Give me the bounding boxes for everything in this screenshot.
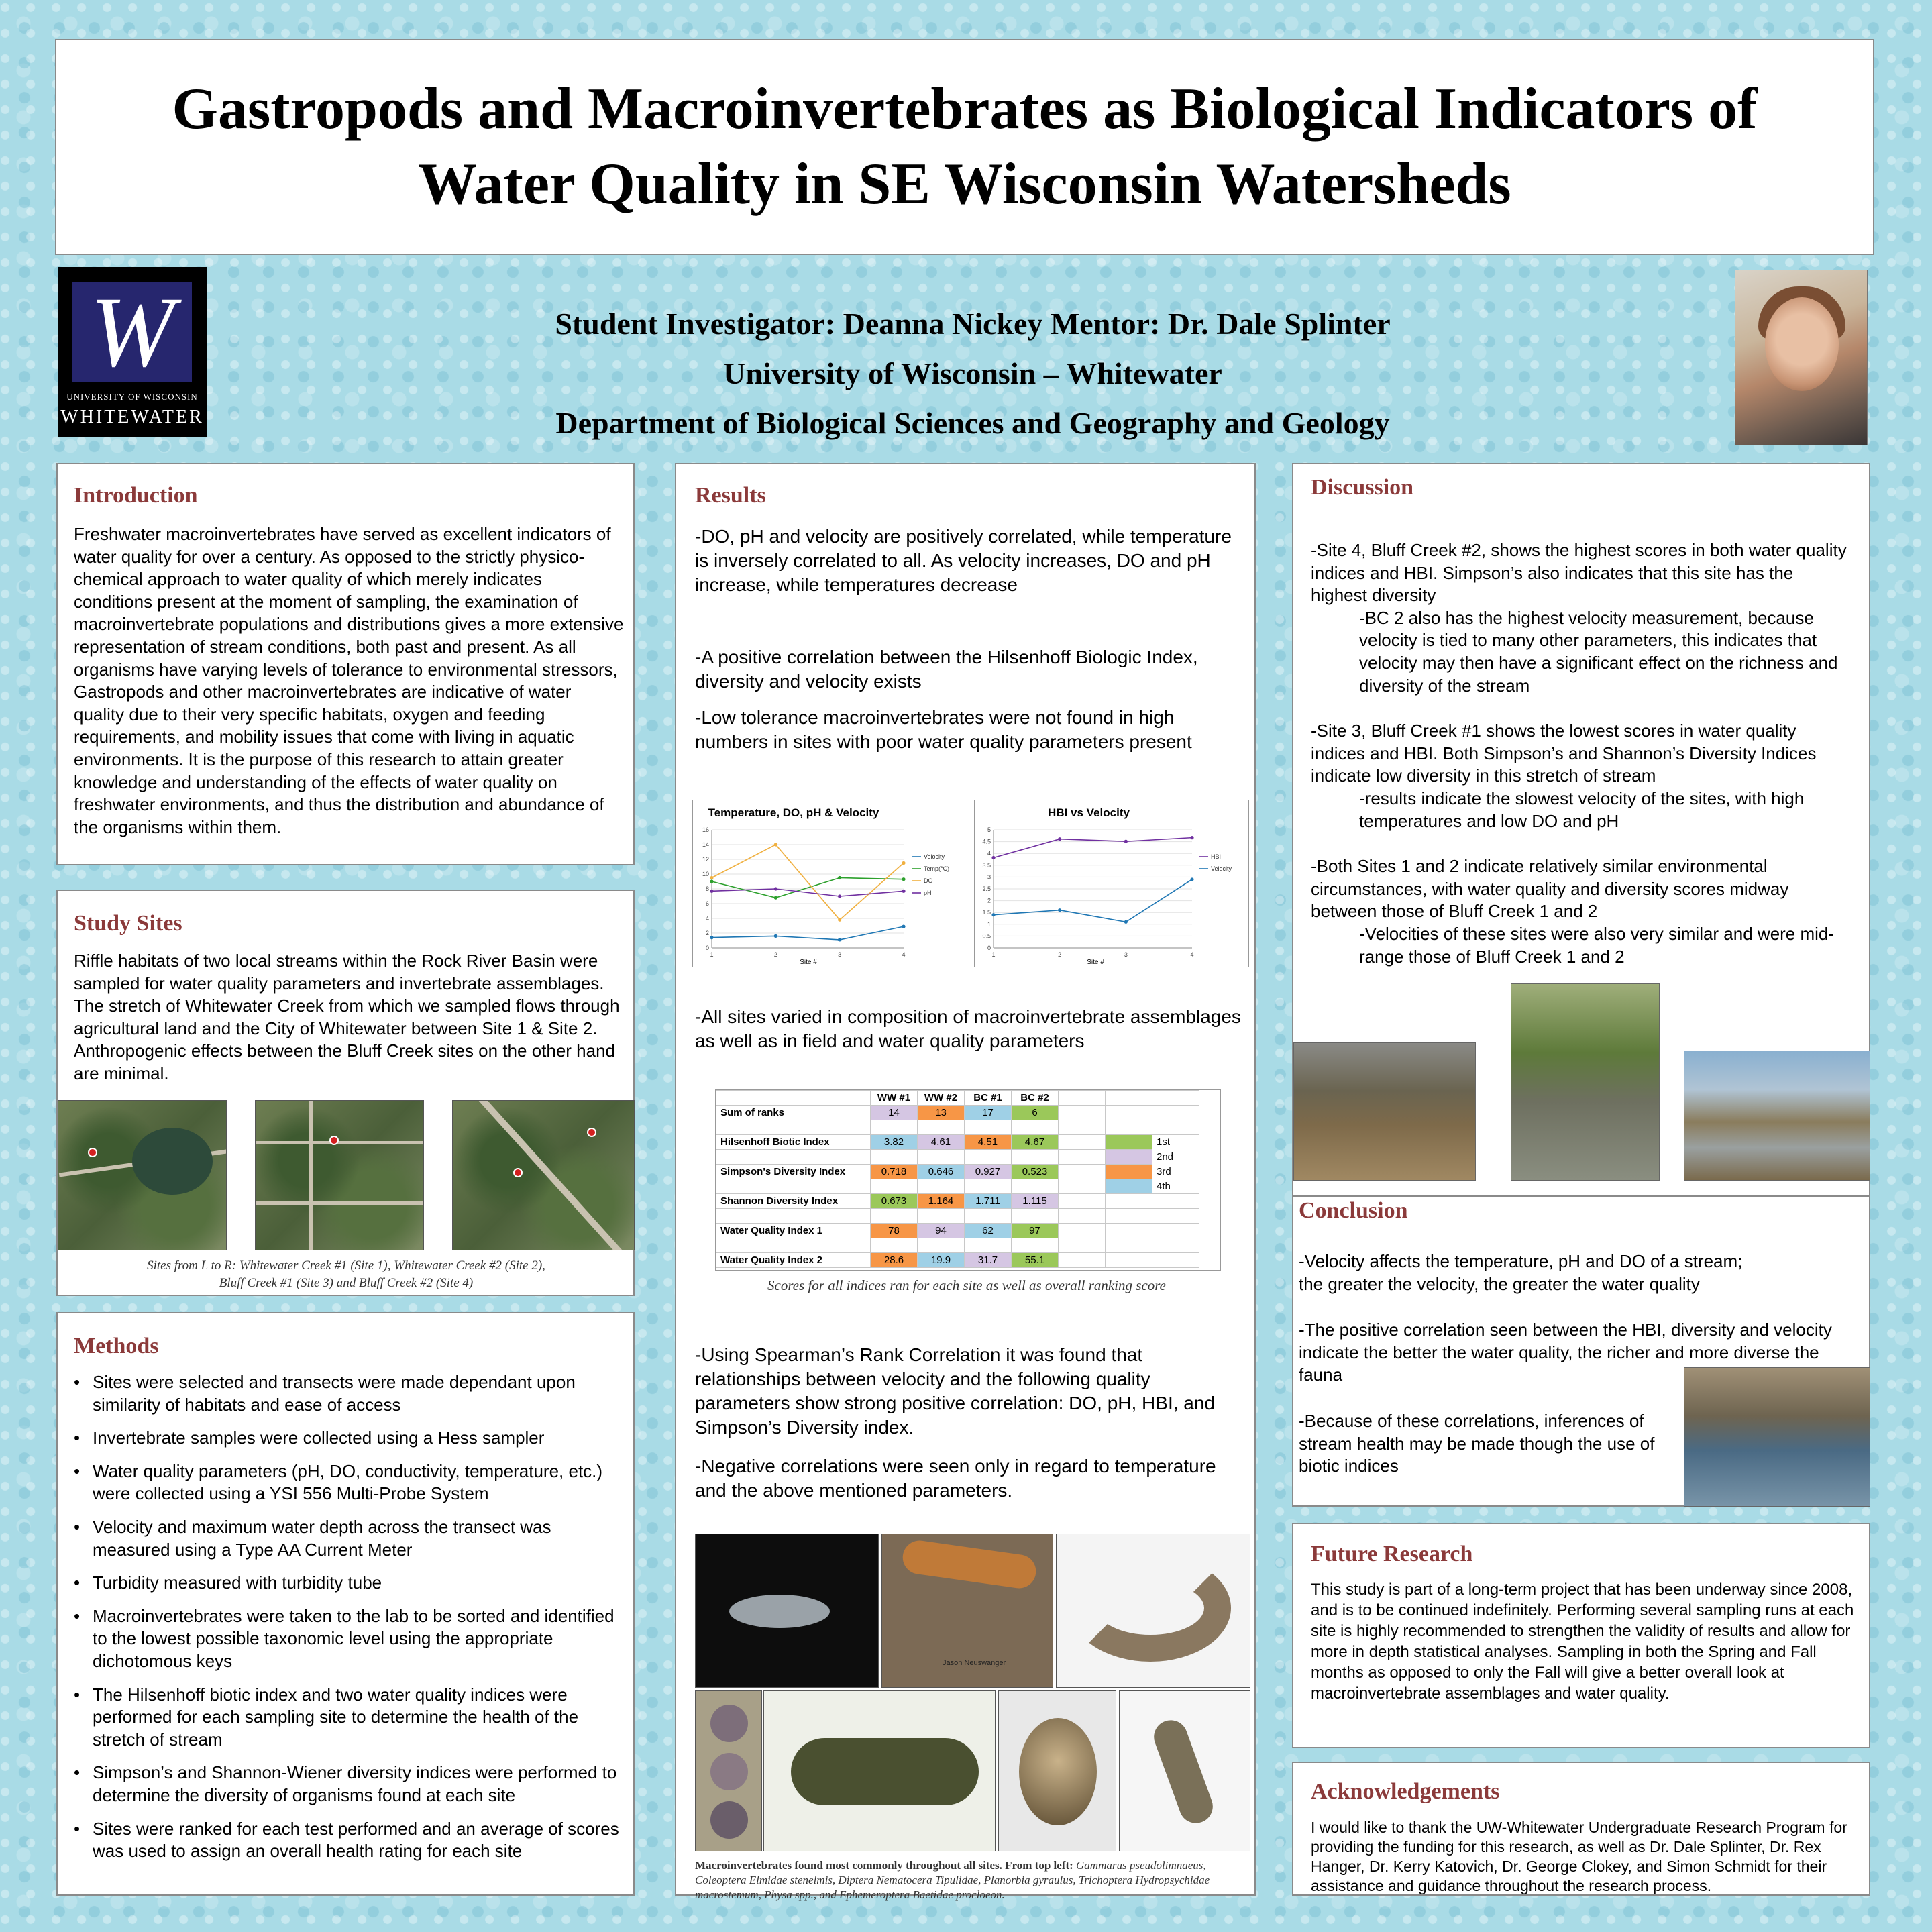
caption-italic: Gammarus pseudolimnaeus, Coleoptera Elmidae stenelmis, Diptera Nematocera Tipulidae, Planorbia gyraulus, Trichoptera Hydropsychidae macrostemum, Physa spp., and Ephemeroptera Baetidae procloeon. — [695, 1859, 1210, 1901]
data-point — [991, 913, 995, 916]
results-text-6: -Negative correlations were seen only in regard to temperature and the above mentioned parameters. — [695, 1456, 1216, 1501]
future-research-heading: Future Research — [1311, 1542, 1473, 1566]
y-tick-label: 8 — [705, 885, 709, 892]
table-cell: 6 — [1012, 1106, 1059, 1120]
discussion-heading: Discussion — [1311, 475, 1414, 500]
data-point — [774, 896, 777, 900]
table-row — [716, 1194, 1199, 1209]
chart1-xlabel: Site # — [800, 959, 817, 966]
data-point — [1058, 908, 1061, 912]
introduction-heading: Introduction — [74, 483, 198, 508]
stream-photo-4 — [1684, 1367, 1870, 1507]
introduction-body: Freshwater macroinvertebrates have served as excellent indicators of water quality for over a century. As opposed to the strictly physico-chemical approach to water quality of which merely indicates conditions present at the moment of sampling, the examination of macroinvertebrate populations and distributions gives a more extensive representation of stream conditions, both past and present. As all organisms have varying levels of tolerance to environmental stressors, Gastropods and other macroinvertebrates are indicative of water quality due to their very specific habitats, oxygen and feeding requirements, and mobility issues that come with living in aquatic environments. It is the purpose of this research to attain greater knowledge and understanding of the effects of water quality on freshwater environments, and thus the distribution and abundance of the organisms within them. — [74, 524, 624, 837]
x-tick-label: 2 — [1058, 951, 1062, 958]
table-col-header: WW #1 — [871, 1091, 918, 1106]
data-point — [1190, 836, 1193, 839]
site-map-1 — [58, 1100, 227, 1250]
data-point — [902, 890, 905, 893]
discussion-text-2b: -results indicate the slowest velocity of the sites, with high temperatures and low DO and pH — [1359, 788, 1805, 831]
table-cell: 4.51 — [965, 1135, 1012, 1150]
data-point — [838, 894, 841, 898]
table-cell: 97 — [1012, 1224, 1059, 1238]
methods-item: • The Hilsenhoff biotic index and two water quality indices were performed for each sampling site to determine the health of the stretch of stream — [74, 1684, 624, 1752]
conclusion-heading: Conclusion — [1299, 1198, 1408, 1223]
discussion-panel — [1292, 463, 1870, 1198]
table-cell: 0.523 — [1012, 1165, 1059, 1179]
y-tick-label: 0 — [987, 945, 991, 951]
data-point — [710, 876, 713, 879]
table-cell: 13 — [918, 1106, 965, 1120]
y-tick-label: 16 — [702, 826, 709, 833]
y-tick-label: 4 — [987, 850, 991, 857]
site-pin — [513, 1168, 523, 1177]
y-tick-label: 10 — [702, 871, 709, 877]
acknowledgements-heading: Acknowledgements — [1311, 1779, 1500, 1804]
table-cell: 0.673 — [871, 1194, 918, 1209]
y-tick-label: 0 — [705, 945, 709, 951]
stream-photo-3 — [1684, 1051, 1870, 1181]
data-point — [902, 925, 905, 928]
results-text-4: -All sites varied in composition of macroinvertebrate assemblages as well as in field and water quality parameters — [695, 1006, 1241, 1051]
data-point — [838, 876, 841, 879]
discussion-text-1b: -BC 2 also has the highest velocity measurement, because velocity is tied to many other parameters, this indicates that velocity may then have a significant effect on the richness and diversity of the stream — [1359, 607, 1838, 696]
series-line-ph — [712, 889, 904, 896]
macroinvertebrate-caption — [695, 1858, 1245, 1902]
authors-line: Student Investigator: Deanna Nickey Mentor: Dr. Dale Splinter — [555, 307, 1391, 341]
methods-heading: Methods — [74, 1334, 159, 1358]
legend-swatch-2nd — [1106, 1150, 1152, 1165]
data-point — [710, 936, 713, 939]
y-tick-label: 2.5 — [982, 885, 991, 892]
table-col-header: BC #2 — [1012, 1091, 1059, 1106]
row-label: Sum of ranks — [716, 1106, 871, 1120]
methods-item: • Sites were selected and transects were made dependant upon similarity of habitats and ease of access — [74, 1371, 624, 1416]
bug-shell — [710, 1801, 748, 1839]
portrait-face — [1765, 297, 1839, 391]
table-cell: 4.67 — [1012, 1135, 1059, 1150]
future-research-body: This study is part of a long-term project that has been underway since 2008, and is to be continued indefinitely. Performing several sampling runs at each site is highly recommended to strengthen the validity of results and allow for more in depth statistical analyses. Sampling in both the Spring and Fall months as opposed to only the Fall will give a better overall look at macroinvertebrate assemblages and water quality. — [1311, 1580, 1854, 1703]
map-highway — [464, 1100, 630, 1250]
methods-item: • Macroinvertebrates were taken to the lab to be sorted and identified to the lowest possible taxonomic level using the appropriate dichotomous keys — [74, 1605, 624, 1673]
table-spacer — [1059, 1091, 1106, 1106]
data-point — [838, 918, 841, 922]
data-point — [1124, 920, 1128, 924]
table-cell: 1.115 — [1012, 1194, 1059, 1209]
table-spacer — [1152, 1091, 1199, 1106]
x-tick-label: 4 — [902, 951, 906, 958]
temp-do-ph-velocity-chart — [692, 800, 971, 967]
poster-title: Gastropods and Macroinvertebrates as Biological Indicators of Water Quality in SE Wisconsin Watersheds — [172, 76, 1758, 217]
conclusion-panel — [1292, 1195, 1870, 1507]
table-corner — [716, 1091, 871, 1106]
bug-body — [1149, 1715, 1218, 1827]
conclusion-text-2: -The positive correlation seen between the HBI, diversity and velocity indicate the better the water quality, the richer and more diverse the fauna — [1299, 1320, 1832, 1385]
site-caption-2: Bluff Creek #1 (Site 3) and Bluff Creek #2 (Site 4) — [219, 1276, 474, 1290]
table-cell: 0.646 — [918, 1165, 965, 1179]
stream-photo-2 — [1511, 983, 1660, 1181]
data-point — [1124, 840, 1128, 843]
legend-label: 1st — [1157, 1136, 1171, 1148]
methods-list — [74, 1371, 624, 1874]
conclusion-text-3: -Because of these correlations, inferences of stream health may be made though the use of biotic indices — [1299, 1411, 1655, 1477]
study-sites-panel — [56, 890, 635, 1296]
site-map-2 — [255, 1100, 424, 1250]
site-map-3 — [452, 1100, 635, 1250]
photo-hydropsychidae — [763, 1690, 996, 1851]
table-cell: 1.711 — [965, 1194, 1012, 1209]
y-tick-label: 14 — [702, 841, 709, 848]
discussion-text-3b: -Velocities of these sites were also very similar and were mid-range those of Bluff Creek 1 and 2 — [1359, 923, 1835, 967]
photo-baetidae — [1119, 1690, 1250, 1851]
site-pin — [329, 1136, 339, 1145]
discussion-body — [1311, 539, 1854, 968]
legend-label: 4th — [1157, 1180, 1171, 1192]
legend-label: HBI — [1211, 853, 1222, 860]
discussion-text-2: -Site 3, Bluff Creek #1 shows the lowest scores in water quality indices and HBI. Both Simpson’s and Shannon’s Diversity Indices indicate low diversity in this stretch of stream — [1311, 720, 1817, 786]
chart2-svg — [975, 800, 1250, 968]
scores-table-frame — [715, 1089, 1221, 1271]
bug-body — [900, 1538, 1038, 1590]
x-tick-label: 3 — [1124, 951, 1128, 958]
table-col-header: WW #2 — [918, 1091, 965, 1106]
results-panel — [675, 463, 1256, 1901]
site-pin — [88, 1148, 97, 1157]
study-sites-body: Riffle habitats of two local streams within the Rock River Basin were sampled for water quality parameters and invertebrate assemblages. The stretch of Whitewater Creek from which we sampled flows through agricultural land and the City of Whitewater between Site 1 & Site 2. Anthropogenic effects between the Bluff Creek sites on the other hand are minimal. — [74, 951, 620, 1083]
table-cell: 0.718 — [871, 1165, 918, 1179]
acknowledgements-body: I would like to thank the UW-Whitewater Undergraduate Research Program for providing the funding for this research, as well as Dr. Dale Splinter, Dr. Rex Hanger, Dr. Kerry Katovich, Dr. George Clokey, and Simon Schmidt for their assistance and guidance throughout the research process. — [1311, 1819, 1847, 1894]
methods-item: • Invertebrate samples were collected using a Hess sampler — [74, 1427, 624, 1450]
table-cell: 19.9 — [918, 1253, 965, 1268]
y-tick-label: 5 — [987, 826, 991, 833]
future-research-panel — [1292, 1523, 1870, 1748]
methods-item: • Simpson’s and Shannon-Wiener diversity indices were performed to determine the diversity of organisms found at each site — [74, 1762, 624, 1807]
results-text-2: -A positive correlation between the Hilsenhoff Biologic Index, diversity and velocity exists — [695, 647, 1198, 692]
row-label: Shannon Diversity Index — [716, 1194, 871, 1209]
y-tick-label: 6 — [705, 900, 709, 907]
photo-tipulidae — [1056, 1534, 1250, 1688]
legend-swatch-3rd — [1106, 1165, 1152, 1179]
y-tick-label: 12 — [702, 856, 709, 863]
discussion-text-1: -Site 4, Bluff Creek #2, shows the highest scores in both water quality indices and HBI. Simpson’s also indicates that this site has the highest diversity — [1311, 540, 1847, 606]
results-text-3: -Low tolerance macroinvertebrates were not found in high numbers in sites with poor water quality parameters present — [695, 707, 1192, 752]
conclusion-text-1: -Velocity affects the temperature, pH and DO of a stream; — [1299, 1251, 1743, 1271]
table-cell: 55.1 — [1012, 1253, 1059, 1268]
table-cell: 1.164 — [918, 1194, 965, 1209]
table-cell: 17 — [965, 1106, 1012, 1120]
legend-label: 3rd — [1157, 1166, 1171, 1177]
row-label: Hilsenhoff Biotic Index — [716, 1135, 871, 1150]
data-point — [710, 879, 713, 883]
site-pin — [587, 1128, 596, 1137]
y-tick-label: 0.5 — [982, 932, 991, 940]
photo-gyraulus — [695, 1690, 762, 1851]
y-tick-label: 3.5 — [982, 861, 991, 869]
y-tick-label: 2 — [987, 897, 991, 904]
y-tick-label: 2 — [705, 930, 709, 936]
table-cell: 0.927 — [965, 1165, 1012, 1179]
series-line-hbi — [994, 838, 1192, 858]
bug-shell — [1019, 1718, 1097, 1825]
y-tick-label: 3 — [987, 873, 991, 881]
legend-label: Temp(°C) — [924, 865, 950, 872]
chart2-xlabel: Site # — [1087, 959, 1104, 966]
legend-label: 2nd — [1157, 1151, 1174, 1163]
table-col-header: BC #1 — [965, 1091, 1012, 1106]
data-point — [710, 890, 713, 893]
table-cell: 62 — [965, 1224, 1012, 1238]
acknowledgements-panel — [1292, 1762, 1870, 1896]
student-portrait-photo — [1735, 270, 1868, 445]
x-tick-label: 3 — [838, 951, 842, 958]
photo-physa — [998, 1690, 1116, 1851]
photo-elmidae — [881, 1534, 1053, 1688]
logo-mark — [72, 276, 192, 388]
table-cell: 28.6 — [871, 1253, 918, 1268]
table-row — [716, 1165, 1199, 1179]
data-point — [1058, 837, 1061, 841]
methods-panel — [56, 1312, 635, 1896]
table-cell: 31.7 — [965, 1253, 1012, 1268]
caption-bold: Macroinvertebrates found most commonly throughout all sites. From top left: — [695, 1859, 1077, 1872]
legend-label: DO — [924, 877, 933, 884]
table-spacer — [1106, 1091, 1152, 1106]
y-tick-label: 4 — [705, 915, 709, 922]
map-road — [309, 1101, 313, 1250]
results-text-5: -Using Spearman’s Rank Correlation it was found that relationships between velocity and the following quality parameters show strong positive correlation: DO, pH, HBI, and Simpson’s Diversity index. — [695, 1344, 1216, 1438]
y-tick-label: 4.5 — [982, 838, 991, 845]
bug-shell — [710, 1705, 748, 1742]
hbi-vs-velocity-chart — [974, 800, 1249, 967]
uww-logo — [58, 267, 207, 437]
bug-shell — [710, 1753, 748, 1790]
map-road — [256, 1201, 424, 1205]
legend-swatch-1st — [1106, 1135, 1152, 1150]
legend-label: Velocity — [1211, 865, 1232, 872]
title-panel — [55, 39, 1874, 255]
logo-small-text: UNIVERSITY OF WISCONSIN — [66, 392, 198, 402]
table-caption: Scores for all indices ran for each site as well as overall ranking score — [767, 1277, 1166, 1293]
chart1-title: Temperature, DO, pH & Velocity — [708, 806, 879, 819]
table-header-row — [716, 1091, 1199, 1106]
university-line: University of Wisconsin – Whitewater — [723, 356, 1222, 390]
logo-letter: W — [90, 276, 174, 388]
x-tick-label: 1 — [991, 951, 996, 958]
methods-item: • Velocity and maximum water depth across the transect was measured using a Type AA Current Meter — [74, 1516, 624, 1561]
discussion-text-3: -Both Sites 1 and 2 indicate relatively similar environmental circumstances, with water quality and diversity scores midway between those of Bluff Creek 1 and 2 — [1311, 856, 1789, 922]
table-row — [716, 1253, 1199, 1268]
table-cell: 3.82 — [871, 1135, 918, 1150]
department-line: Department of Biological Sciences and Geography and Geology — [555, 406, 1390, 440]
stream-photo-1 — [1293, 1042, 1476, 1181]
study-sites-heading: Study Sites — [74, 911, 182, 936]
chart2-title: HBI vs Velocity — [1048, 806, 1130, 819]
x-tick-label: 1 — [710, 951, 714, 958]
results-text-1: -DO, pH and velocity are positively correlated, while temperature is inversely correlated to all. As velocity increases, DO and pH increase, while temperatures decrease — [695, 526, 1232, 595]
table-row — [716, 1106, 1199, 1120]
series-line-do — [712, 845, 904, 920]
data-point — [774, 843, 777, 846]
bug-body — [791, 1738, 979, 1805]
results-heading: Results — [695, 483, 766, 508]
chart1-svg — [693, 800, 972, 968]
map-pond — [132, 1128, 213, 1195]
data-point — [774, 934, 777, 938]
table-row — [716, 1135, 1199, 1150]
legend-label: Velocity — [924, 853, 945, 860]
data-point — [838, 938, 841, 941]
row-label: Simpson's Diversity Index — [716, 1165, 871, 1179]
introduction-panel — [56, 463, 635, 865]
series-line-tempc — [712, 878, 904, 898]
row-label: Water Quality Index 2 — [716, 1253, 871, 1268]
logo-big-text: WHITEWATER — [60, 407, 204, 427]
methods-item: • Water quality parameters (pH, DO, conductivity, temperature, etc.) were collected using a YSI 556 Multi-Probe System — [74, 1460, 624, 1505]
methods-item: • Sites were ranked for each test performed and an average of scores was used to assign an overall health rating for each site — [74, 1818, 624, 1863]
table-cell: 94 — [918, 1224, 965, 1238]
y-tick-label: 1 — [987, 920, 991, 928]
map-road — [256, 1141, 424, 1144]
row-label: Water Quality Index 1 — [716, 1224, 871, 1238]
table-cell: 78 — [871, 1224, 918, 1238]
table-cell: 4.61 — [918, 1135, 965, 1150]
methods-item: • Turbidity measured with turbidity tube — [74, 1572, 624, 1595]
bug-body — [1070, 1554, 1231, 1662]
data-point — [902, 877, 905, 881]
legend-swatch-4th — [1106, 1179, 1152, 1194]
bug-body — [729, 1595, 830, 1628]
y-tick-label: 1.5 — [982, 909, 991, 916]
table-row — [716, 1224, 1199, 1238]
legend-label: pH — [924, 890, 932, 896]
photo-credit: Jason Neuswanger — [943, 1659, 1006, 1667]
data-point — [991, 856, 995, 859]
x-tick-label: 2 — [773, 951, 777, 958]
photo-gammarus — [695, 1534, 879, 1688]
scores-table — [716, 1090, 1199, 1268]
site-caption-1: Sites from L to R: Whitewater Creek #1 (Site 1), Whitewater Creek #2 (Site 2), — [147, 1258, 545, 1273]
data-point — [774, 887, 777, 890]
data-point — [902, 861, 905, 865]
conclusion-text-1b: the greater the velocity, the greater the water quality — [1299, 1274, 1700, 1294]
x-tick-label: 4 — [1190, 951, 1194, 958]
table-cell: 14 — [871, 1106, 918, 1120]
data-point — [1190, 877, 1193, 881]
